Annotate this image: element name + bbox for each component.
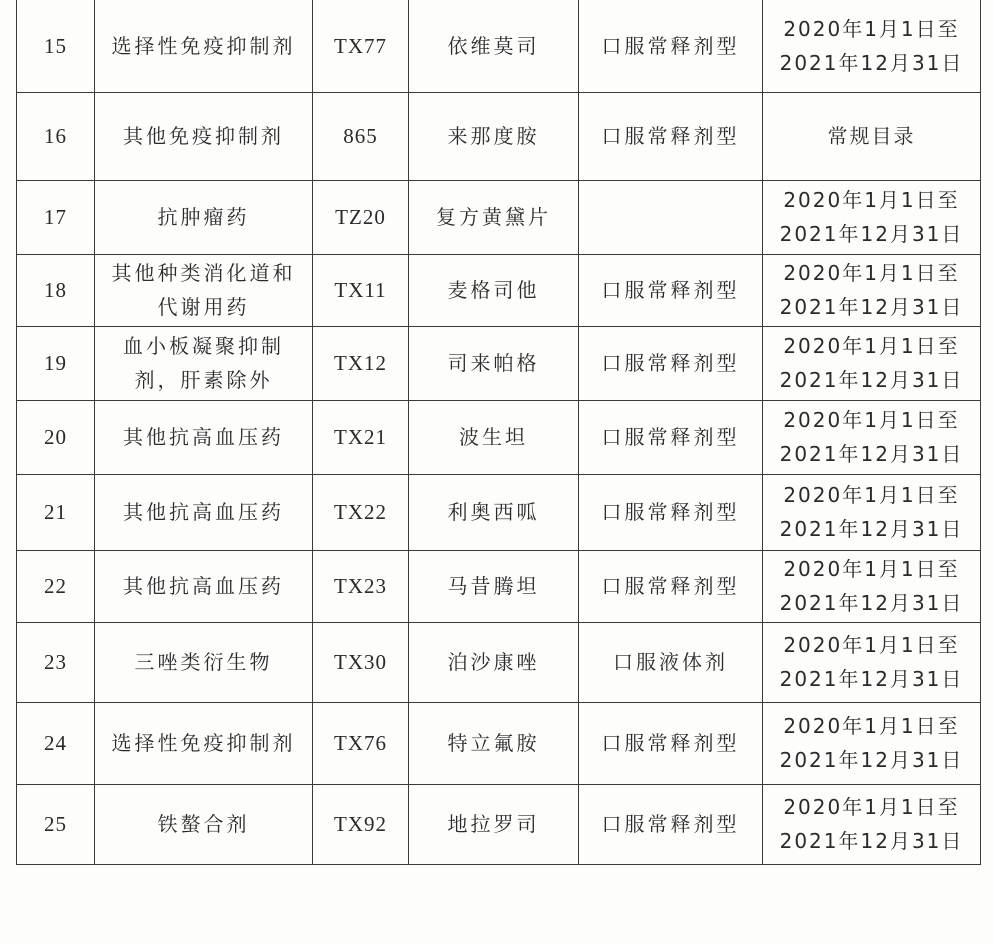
drug-table xyxy=(16,0,981,865)
agreement-period xyxy=(763,400,981,474)
drug-code: TX30 xyxy=(313,622,409,702)
agreement-period xyxy=(763,92,981,180)
row-number: 24 xyxy=(17,702,95,784)
agreement-period-line: 2020年1月1日至 xyxy=(783,633,960,657)
row-number: 18 xyxy=(17,254,95,326)
drug-name: 依维莫司 xyxy=(409,0,579,92)
row-number: 23 xyxy=(17,622,95,702)
dosage-form: 口服常释剂型 xyxy=(579,702,763,784)
drug-code: TX12 xyxy=(313,326,409,400)
drug-category: 抗肿瘤药 xyxy=(95,180,313,254)
agreement-period-line: 2020年1月1日至 xyxy=(783,261,960,285)
agreement-period-line: 2021年12月31日 xyxy=(779,829,964,853)
dosage-form: 口服常释剂型 xyxy=(579,400,763,474)
drug-name: 泊沙康唑 xyxy=(409,622,579,702)
drug-category: 其他抗高血压药 xyxy=(95,474,313,550)
row-number: 17 xyxy=(17,180,95,254)
table-row xyxy=(17,254,981,326)
agreement-period xyxy=(763,784,981,864)
agreement-period-line: 2020年1月1日至 xyxy=(783,188,960,212)
agreement-period-line: 常规目录 xyxy=(827,124,916,148)
row-number: 16 xyxy=(17,92,95,180)
row-number: 20 xyxy=(17,400,95,474)
drug-code: TX21 xyxy=(313,400,409,474)
agreement-period-line: 2021年12月31日 xyxy=(779,748,964,772)
agreement-period-line: 2020年1月1日至 xyxy=(783,483,960,507)
agreement-period-line: 2020年1月1日至 xyxy=(783,714,960,738)
agreement-period-line: 2020年1月1日至 xyxy=(783,557,960,581)
drug-category-line: 代谢用药 xyxy=(157,295,250,319)
row-number: 15 xyxy=(17,0,95,92)
drug-name: 来那度胺 xyxy=(409,92,579,180)
drug-category: 其他抗高血压药 xyxy=(95,400,313,474)
drug-name: 特立氟胺 xyxy=(409,702,579,784)
drug-category-line: 血小板凝聚抑制 xyxy=(123,334,284,358)
agreement-period-line: 2021年12月31日 xyxy=(779,667,964,691)
drug-category xyxy=(95,254,313,326)
row-number: 21 xyxy=(17,474,95,550)
agreement-period-line: 2021年12月31日 xyxy=(779,368,964,392)
agreement-period-line: 2021年12月31日 xyxy=(779,517,964,541)
agreement-period xyxy=(763,326,981,400)
agreement-period-line: 2021年12月31日 xyxy=(779,442,964,466)
drug-code: TX76 xyxy=(313,702,409,784)
table-row xyxy=(17,622,981,702)
table-row xyxy=(17,702,981,784)
drug-name: 波生坦 xyxy=(409,400,579,474)
agreement-period xyxy=(763,0,981,92)
table-row xyxy=(17,0,981,92)
table-row xyxy=(17,400,981,474)
drug-name: 地拉罗司 xyxy=(409,784,579,864)
agreement-period xyxy=(763,622,981,702)
table-row xyxy=(17,180,981,254)
drug-code: TX77 xyxy=(313,0,409,92)
agreement-period-line: 2020年1月1日至 xyxy=(783,16,960,41)
dosage-form: 口服常释剂型 xyxy=(579,0,763,92)
drug-category xyxy=(95,326,313,400)
drug-category: 三唑类衍生物 xyxy=(95,622,313,702)
agreement-period-line: 2021年12月31日 xyxy=(779,50,964,75)
drug-category: 选择性免疫抑制剂 xyxy=(95,702,313,784)
agreement-period xyxy=(763,254,981,326)
agreement-period-line: 2021年12月31日 xyxy=(779,222,964,246)
table-row xyxy=(17,474,981,550)
dosage-form: 口服液体剂 xyxy=(579,622,763,702)
table-row xyxy=(17,92,981,180)
drug-name: 复方黄黛片 xyxy=(409,180,579,254)
agreement-period-line: 2020年1月1日至 xyxy=(783,408,960,432)
drug-category-line: 剂，肝素除外 xyxy=(134,368,273,392)
agreement-period-line: 2020年1月1日至 xyxy=(783,795,960,819)
drug-code: TX22 xyxy=(313,474,409,550)
drug-name: 司来帕格 xyxy=(409,326,579,400)
agreement-period-line: 2021年12月31日 xyxy=(779,295,964,319)
drug-code: TX11 xyxy=(313,254,409,326)
table-body xyxy=(17,0,981,864)
agreement-period xyxy=(763,550,981,622)
table-row xyxy=(17,784,981,864)
agreement-period xyxy=(763,180,981,254)
drug-category: 其他抗高血压药 xyxy=(95,550,313,622)
dosage-form xyxy=(579,180,763,254)
drug-name: 马昔腾坦 xyxy=(409,550,579,622)
drug-category: 其他免疫抑制剂 xyxy=(95,92,313,180)
dosage-form: 口服常释剂型 xyxy=(579,92,763,180)
agreement-period xyxy=(763,474,981,550)
drug-category: 铁螯合剂 xyxy=(95,784,313,864)
drug-name: 麦格司他 xyxy=(409,254,579,326)
row-number: 19 xyxy=(17,326,95,400)
dosage-form: 口服常释剂型 xyxy=(579,784,763,864)
drug-category: 选择性免疫抑制剂 xyxy=(95,0,313,92)
table-row xyxy=(17,326,981,400)
agreement-period xyxy=(763,702,981,784)
dosage-form: 口服常释剂型 xyxy=(579,254,763,326)
drug-code: TX23 xyxy=(313,550,409,622)
drug-category-line: 其他种类消化道和 xyxy=(111,261,296,285)
agreement-period-line: 2020年1月1日至 xyxy=(783,334,960,358)
dosage-form: 口服常释剂型 xyxy=(579,326,763,400)
row-number: 22 xyxy=(17,550,95,622)
drug-code: TX92 xyxy=(313,784,409,864)
agreement-period-line: 2021年12月31日 xyxy=(779,591,964,615)
row-number: 25 xyxy=(17,784,95,864)
drug-code: TZ20 xyxy=(313,180,409,254)
drug-name: 利奥西呱 xyxy=(409,474,579,550)
dosage-form: 口服常释剂型 xyxy=(579,474,763,550)
dosage-form: 口服常释剂型 xyxy=(579,550,763,622)
drug-code: 865 xyxy=(313,92,409,180)
table-row xyxy=(17,550,981,622)
